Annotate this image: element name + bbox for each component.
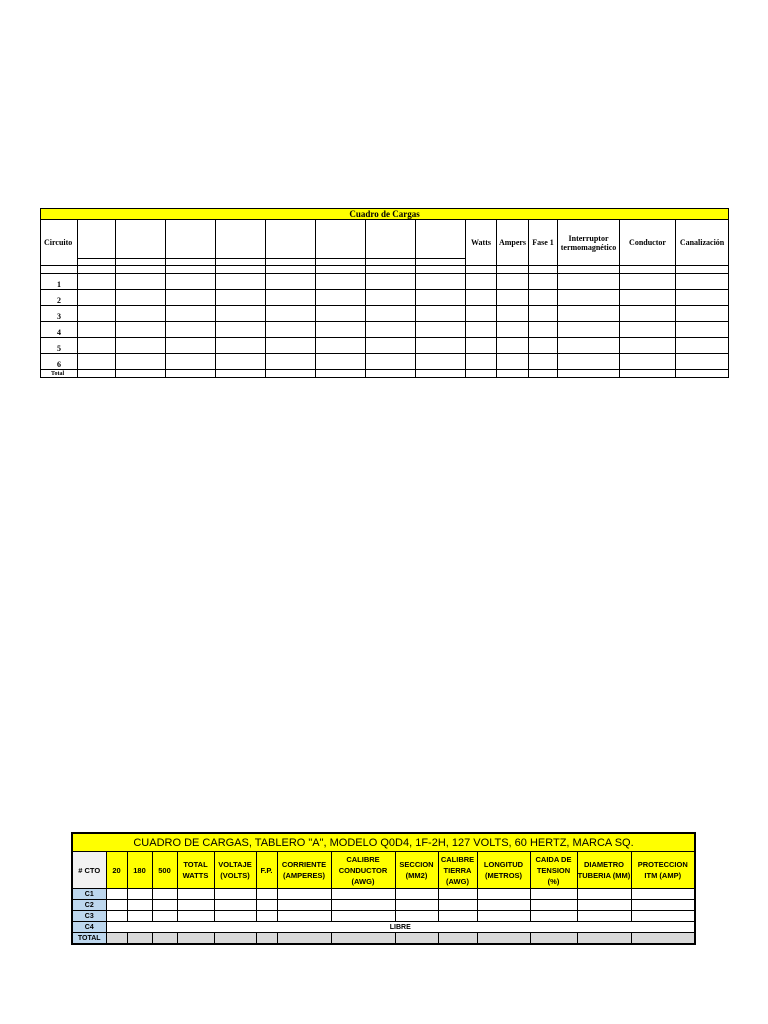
table-row	[72, 922, 695, 933]
cell	[266, 354, 316, 370]
cell	[166, 354, 216, 370]
header-proteccion: PROTECCION ITM (AMP)	[631, 852, 695, 889]
cell	[395, 933, 438, 945]
cell	[416, 338, 466, 354]
load-table-1	[40, 208, 729, 378]
libre-label: LIBRE	[106, 922, 695, 933]
cell	[116, 306, 166, 322]
cell	[266, 274, 316, 290]
table-row	[41, 306, 729, 322]
cell	[316, 338, 366, 354]
header-voltaje: VOLTAJE (VOLTS)	[214, 852, 256, 889]
cell	[216, 322, 266, 338]
cell	[152, 911, 177, 922]
cell	[558, 306, 620, 322]
cell	[577, 889, 631, 900]
header-blank	[316, 220, 366, 259]
cell	[166, 266, 216, 274]
cell	[277, 933, 331, 945]
cell	[316, 306, 366, 322]
cell	[316, 274, 366, 290]
cell	[497, 274, 529, 290]
header-longitud: LONGITUD (METROS)	[477, 852, 530, 889]
cell	[529, 370, 558, 378]
table-row	[72, 900, 695, 911]
cell	[256, 900, 277, 911]
cell	[416, 290, 466, 306]
cell	[331, 900, 395, 911]
header-20w: 20	[106, 852, 127, 889]
cell	[529, 354, 558, 370]
cell	[116, 266, 166, 274]
cell	[106, 911, 127, 922]
cell	[530, 900, 577, 911]
circuit-number: 5	[41, 338, 78, 354]
cell	[106, 933, 127, 945]
cell	[166, 322, 216, 338]
cell	[529, 338, 558, 354]
header-180w: 180	[127, 852, 152, 889]
header-total-watts: TOTAL WATTS	[177, 852, 214, 889]
circuit-id: C3	[72, 911, 106, 922]
cell	[416, 306, 466, 322]
cell	[366, 354, 416, 370]
cell	[620, 322, 676, 338]
cell	[466, 266, 497, 274]
table-row	[41, 354, 729, 370]
cell	[152, 889, 177, 900]
cell	[214, 900, 256, 911]
cell	[366, 322, 416, 338]
cell	[216, 266, 266, 274]
cell	[106, 900, 127, 911]
cell	[266, 322, 316, 338]
cell	[416, 370, 466, 378]
circuit-number: 1	[41, 274, 78, 290]
load-table-2	[71, 832, 696, 945]
cell	[477, 900, 530, 911]
cell	[577, 933, 631, 945]
cell	[529, 322, 558, 338]
header-interruptor: Interruptor termomagnético	[558, 220, 620, 266]
cell	[127, 900, 152, 911]
header-blank	[116, 220, 166, 259]
cell	[497, 306, 529, 322]
cell	[266, 290, 316, 306]
cell	[152, 933, 177, 945]
header-canalizacion: Canalización	[676, 220, 729, 266]
header-conductor: Conductor	[620, 220, 676, 266]
header-caida: CAIDA DE TENSION (%)	[530, 852, 577, 889]
table2-title: CUADRO DE CARGAS, TABLERO "A", MODELO Q0D4, 1F-2H, 127 VOLTS, 60 HERTZ, MARCA SQ.	[72, 833, 695, 852]
cell	[166, 338, 216, 354]
cell	[366, 290, 416, 306]
header-blank	[216, 220, 266, 259]
circuit-id: C2	[72, 900, 106, 911]
cell	[631, 900, 695, 911]
cell	[676, 306, 729, 322]
cell	[116, 274, 166, 290]
cell	[466, 370, 497, 378]
cell	[558, 266, 620, 274]
cell	[78, 338, 116, 354]
cell	[266, 306, 316, 322]
table1-total-label: Total	[41, 370, 78, 378]
cell	[256, 933, 277, 945]
cell	[558, 370, 620, 378]
cell	[395, 911, 438, 922]
cell	[497, 338, 529, 354]
header-calibre-tierra: CALIBRE TIERRA (AWG)	[438, 852, 477, 889]
cell	[316, 354, 366, 370]
cell	[676, 290, 729, 306]
sub-cell	[166, 259, 216, 266]
cell	[177, 933, 214, 945]
header-blank	[166, 220, 216, 259]
sub-cell	[416, 259, 466, 266]
cell	[620, 338, 676, 354]
cell	[277, 889, 331, 900]
cell	[116, 322, 166, 338]
header-fp: F.P.	[256, 852, 277, 889]
cell	[216, 306, 266, 322]
cell	[438, 889, 477, 900]
cell	[620, 274, 676, 290]
cell	[558, 338, 620, 354]
cell	[277, 900, 331, 911]
cell	[438, 933, 477, 945]
cell	[366, 266, 416, 274]
cell	[529, 306, 558, 322]
table1-title: Cuadro de Cargas	[41, 209, 729, 220]
cell	[676, 266, 729, 274]
cell	[577, 900, 631, 911]
header-diametro: DIAMETRO TUBERIA (MM)	[577, 852, 631, 889]
cell	[631, 889, 695, 900]
cell	[166, 274, 216, 290]
cell	[416, 322, 466, 338]
cell	[416, 354, 466, 370]
cell	[331, 889, 395, 900]
table-row	[41, 338, 729, 354]
cell	[78, 322, 116, 338]
cell	[214, 911, 256, 922]
sub-cell	[316, 259, 366, 266]
header-calibre-conductor: CALIBRE CONDUCTOR (AWG)	[331, 852, 395, 889]
cell	[631, 933, 695, 945]
cell	[477, 911, 530, 922]
cell	[438, 911, 477, 922]
header-blank	[78, 220, 116, 259]
header-seccion: SECCION (MM2)	[395, 852, 438, 889]
header-blank	[366, 220, 416, 259]
cell	[438, 900, 477, 911]
table2-total-label: TOTAL	[72, 933, 106, 945]
header-circuit: Circuito	[41, 220, 78, 266]
cell	[416, 274, 466, 290]
cell	[166, 370, 216, 378]
header-fase: Fase 1	[529, 220, 558, 266]
cell	[216, 290, 266, 306]
cell	[530, 933, 577, 945]
cell	[676, 274, 729, 290]
cell	[256, 911, 277, 922]
cell	[416, 266, 466, 274]
cell	[214, 933, 256, 945]
cell	[331, 933, 395, 945]
header-cto: # CTO	[72, 852, 106, 889]
cell	[620, 370, 676, 378]
cell	[106, 889, 127, 900]
cell	[116, 338, 166, 354]
cell	[216, 370, 266, 378]
cell	[676, 322, 729, 338]
cell	[116, 290, 166, 306]
cell	[466, 322, 497, 338]
circuit-number: 4	[41, 322, 78, 338]
cell	[558, 274, 620, 290]
cell	[530, 889, 577, 900]
cell	[497, 370, 529, 378]
cell	[530, 911, 577, 922]
header-ampers: Ampers	[497, 220, 529, 266]
cell	[177, 889, 214, 900]
cell	[558, 290, 620, 306]
cell	[620, 306, 676, 322]
cell	[152, 900, 177, 911]
header-blank	[266, 220, 316, 259]
cell	[620, 290, 676, 306]
cell	[620, 266, 676, 274]
circuit-number: 2	[41, 290, 78, 306]
header-watts: Watts	[466, 220, 497, 266]
cell	[631, 911, 695, 922]
cell	[177, 911, 214, 922]
header-500w: 500	[152, 852, 177, 889]
circuit-id: C4	[72, 922, 106, 933]
cell	[497, 322, 529, 338]
cell	[676, 370, 729, 378]
cell	[366, 370, 416, 378]
cell	[78, 290, 116, 306]
cell	[78, 266, 116, 274]
cell	[256, 889, 277, 900]
table-row	[72, 889, 695, 900]
table-row	[72, 911, 695, 922]
cell	[497, 266, 529, 274]
cell	[466, 274, 497, 290]
cell	[127, 933, 152, 945]
cell	[166, 306, 216, 322]
cell	[127, 889, 152, 900]
cell	[216, 338, 266, 354]
cell	[366, 338, 416, 354]
table-row	[41, 274, 729, 290]
cell	[116, 370, 166, 378]
cell	[78, 306, 116, 322]
cell	[316, 290, 366, 306]
header-blank	[416, 220, 466, 259]
cell	[214, 889, 256, 900]
table-row	[41, 290, 729, 306]
cell	[395, 900, 438, 911]
cell	[78, 354, 116, 370]
cell	[620, 354, 676, 370]
cell	[466, 354, 497, 370]
sub-cell	[266, 259, 316, 266]
sub-cell	[78, 259, 116, 266]
cell	[497, 290, 529, 306]
cell	[477, 889, 530, 900]
cell	[529, 274, 558, 290]
cell	[477, 933, 530, 945]
sub-cell	[216, 259, 266, 266]
cell	[558, 354, 620, 370]
cell	[529, 266, 558, 274]
cell	[116, 354, 166, 370]
cell	[466, 338, 497, 354]
cell	[676, 338, 729, 354]
cell	[266, 370, 316, 378]
cell	[366, 306, 416, 322]
cell	[316, 370, 366, 378]
circuit-number: 3	[41, 306, 78, 322]
sub-cell	[366, 259, 416, 266]
cell	[216, 354, 266, 370]
header-corriente: CORRIENTE (AMPERES)	[277, 852, 331, 889]
cell	[497, 354, 529, 370]
cell	[127, 911, 152, 922]
cell	[529, 290, 558, 306]
cell	[316, 322, 366, 338]
cell	[266, 266, 316, 274]
cell	[78, 370, 116, 378]
cell	[676, 354, 729, 370]
cell	[466, 290, 497, 306]
cell	[166, 290, 216, 306]
cell	[395, 889, 438, 900]
cell	[466, 306, 497, 322]
sub-cell	[116, 259, 166, 266]
cell	[78, 274, 116, 290]
cell	[177, 900, 214, 911]
cell	[216, 274, 266, 290]
cell	[277, 911, 331, 922]
table-row	[41, 322, 729, 338]
cell	[331, 911, 395, 922]
circuit-id: C1	[72, 889, 106, 900]
cell	[558, 322, 620, 338]
cell	[266, 338, 316, 354]
cell	[41, 266, 78, 274]
cell	[366, 274, 416, 290]
cell	[577, 911, 631, 922]
cell	[316, 266, 366, 274]
circuit-number: 6	[41, 354, 78, 370]
